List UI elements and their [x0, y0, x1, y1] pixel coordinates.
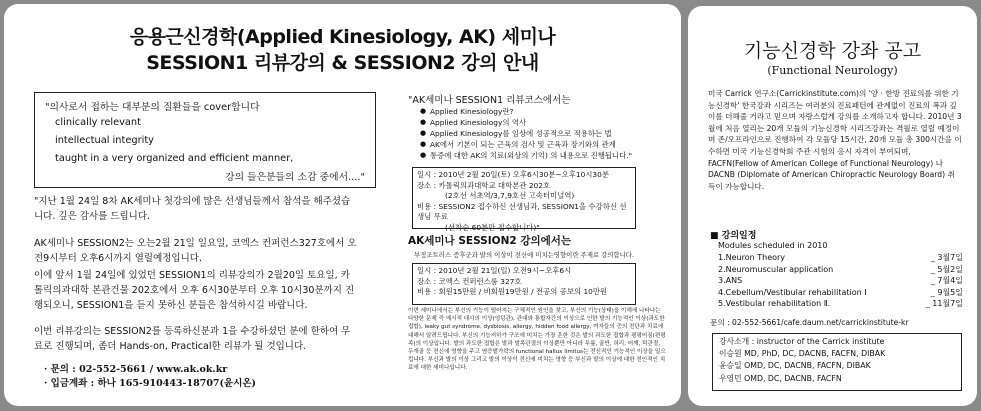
- list-item: [718, 275, 963, 287]
- session2-date: 일시 : 2010년 2월 21일(일) 오전9시~오후6시: [417, 266, 572, 275]
- intro-paragraph: "지난 1월 24일 8차 AK세미나 첫강의에 많은 선생님들께서 참석을 해주셨습니다. 깊은 감사를 드립니다.: [34, 196, 351, 222]
- schedule-subtitle: Modules scheduled in 2010: [718, 241, 828, 250]
- session2-description: 이번 세미나에서는 부신의 기능이 떨어지는 구체적인 원인을 찾고, 부신의 기능(상태)을 이해에 나타나는 다양한 문제 즉 예시적 대사의 이상(엉덩관), 관대와 통합자간의 이상으로 인한 발의 기능적인 이상(과도한 접합), leaky gut syndrome, dysbiosis, allergy, hidden food allergy, 여자들의 증의 전단과 치료에 대해서 알려드립니다. 부신의 기능저하가 구조에 미치는 가장 흔한 것은 발의 과도한 접합과 평평어짐(편평족)의 이상입니다. 발의 과도한 접합은 발과 발목관절의 이상뿐만 아니라 무릎, 골반, 허리, 어깨, 턱관절, 두개골 등 전신에 영향을 주고 염증발가락의 functional hallux limitus는 전신적인 기능적인 이상을 일으킵니다. 부신과 발의 이상 그리고 발의 이상이 전신에 미치는 영향 등 부신과 발의 이상에 대한 전인적인 치료에 대한 세미나입니다.: [408, 308, 666, 372]
- session1-directions: (2호선 서초역/3,7,9호선 고속터미널역): [445, 191, 575, 201]
- module-name: 4.Cebellum/Vestibular rehabilitation Ⅰ: [718, 287, 867, 297]
- list-item: [718, 298, 963, 310]
- module-name: 1.Neuron Theory: [718, 253, 786, 262]
- functional-neurology-panel: [688, 6, 977, 406]
- session1-venue: 장소 : 카톨릭의과대학교 대학본관 202호: [417, 180, 551, 190]
- session1-date: 일시 : 2010년 2월 20일(토) 오후6시30분~오후10시30분: [417, 170, 609, 179]
- session2-info-box: [412, 263, 636, 305]
- module-name: 2.Neuromuscular application: [718, 264, 834, 274]
- course-title: 기능신경학 강좌 공고: [743, 40, 922, 62]
- ak-seminar-panel: [4, 4, 681, 406]
- module-date: _ 3월7일: [930, 253, 963, 262]
- free-review-paragraph: 이번 리뷰강의는 SESSION2를 등록하신분과 1을 수강하셨던 분에 한하여 무료로 진행되며, 좀더 Hands-on, Practical한 리뷰가 될 것입니다.: [34, 326, 351, 352]
- lecturer-item: 우영민 OMD, DC, DACNB, FACFN: [719, 373, 842, 383]
- quote-line: "의사로서 접하는 대부분의 질환들을 cover합니다: [45, 102, 260, 113]
- lecturer-item: 이승원 MD, PhD, DC, DACNB, FACFN, DIBAK: [719, 349, 886, 359]
- session2-heading: AK세미나 SESSION2 강의에서는: [408, 235, 572, 247]
- session2-paragraph: AK세미나 SESSION2는 오는2월 21일 일요일, 코엑스 컨퍼런스327호에서 오전9시부터 오후6시까지 열릴예정입니다.: [34, 238, 357, 264]
- lecturer-box: [712, 333, 962, 391]
- course-introduction: 미국 Carrick 연구소(Carrickinstitute.com)의 '양 · 한방 진료의를 위한 기능신경학' 한국강좌 시리즈는 여러분의 진료패턴에 관계없이 진료의 폭과 깊이를 더해줄 거라고 믿으며 자랑스럽게 강의를 소개하고자 합니다. 2010년 3월에 처음 열리는 20개 모듈의 기능신경학 시리즈강좌는 격월로 열릴 예정이며 존/오프라인으로 진행하여 각 모듈당 15시간, 20개 모듈 총 300시간을 이수하면 미국 기능신경학회 주관 시험의 응시 자격이 부여되며, FACFN(Fellow of American College of Functional Neurology) 나 DACNB (Diplomate of American Chiropractic Neurology Board) 취득이 가능합니다.: [708, 89, 962, 191]
- contact-line: · 문의 : 02-552-5661 / www.ak.ok.kr: [44, 364, 228, 375]
- lecturer-item: 윤승일 OMD, DC, DACNB, FACFN, DIBAK: [719, 361, 871, 371]
- session2-subheading: 부정조트러스 증후군과 발의 이상이 전신에 미치는영향이란 주제로 강의합니다.: [414, 251, 634, 259]
- session1-topic-list: [418, 106, 658, 161]
- seminar-title-line2: SESSION1 리뷰강의 & SESSION2 강의 안내: [146, 52, 539, 74]
- quote-attribution: 강의 들은분들의 소감 중에서....": [225, 172, 365, 183]
- quote-line: intellectual integrity: [55, 135, 154, 146]
- session1-heading: "AK세미나 SESSION1 리뷰코스에서는: [408, 95, 571, 106]
- list-item: ● Applied Kinesiology를 임상에 성공적으로 적용하는 법: [418, 128, 658, 139]
- module-date: _ 9월5일: [930, 287, 963, 297]
- session1-info-box: [412, 167, 636, 232]
- module-date: _ 7월4일: [930, 276, 963, 286]
- module-name: 3.ANS: [718, 276, 743, 286]
- review-paragraph: 이에 앞서 1월 24일에 있었던 SESSION1의 리뷰강의가 2월20일 토요일, 카톨릭의과대학 본관건물 202호에서 오후 6시30분부터 오후 10시30분까지 진행되오니, SESSION1을 듣지 못하신 분들은 참석하시길 바랍니다.: [34, 270, 355, 311]
- session2-fee: 비용 : 회원15만원 / 비회원19만원 / 전공의 공보의 10만원: [417, 287, 608, 297]
- list-item: ● Applied Kinesiology의 역사: [418, 117, 658, 128]
- module-date: _ 11월7일: [925, 299, 963, 309]
- list-item: ● AK에서 기본이 되는 근육의 검사 및 근육과 장기와의 관계: [418, 139, 658, 150]
- module-name: 5.Vestibular rehabilitation Ⅱ.: [718, 299, 831, 309]
- bank-account-line: · 입금계좌 : 하나 165-910443-18707(윤시온): [44, 378, 257, 389]
- list-item: [718, 252, 963, 264]
- testimonial-quote-box: [34, 92, 376, 188]
- list-item: ● Applied Kinesiology란?: [418, 106, 658, 117]
- schedule-title: ■ 강의일정: [710, 231, 757, 241]
- list-item: ● 통증에 대한 AK의 치료(외상의 기억) 의 내용으로 진행됩니다.": [418, 150, 658, 161]
- course-contact: 문의 : 02-552-5661/cafe.daum.net/carrickinstitute-kr: [710, 318, 909, 327]
- lecturer-heading: 강사소개 : instructor of the Carrick institute: [719, 337, 885, 346]
- session1-fee: 비용 : SESSION2 접수하신 선생님과, SESSION1을 수강하신 선생님 무료: [417, 201, 627, 222]
- list-item: [718, 264, 963, 276]
- quote-line: clinically relevant: [55, 117, 141, 128]
- course-subtitle: (Functional Neurology): [767, 64, 898, 77]
- seminar-title-line1: 응용근신경학(Applied Kinesiology, AK) 세미나: [129, 26, 556, 48]
- quote-line: taught in a very organized and efficient manner,: [55, 153, 294, 164]
- session2-venue: 장소 : 코엑스 컨퍼런스룸 327호: [417, 276, 522, 286]
- module-list: [718, 252, 963, 310]
- module-date: _ 5월2일: [930, 264, 963, 274]
- list-item: [718, 287, 963, 299]
- session1-fee-note: (선착순 60분만 접수합니다)": [445, 222, 540, 232]
